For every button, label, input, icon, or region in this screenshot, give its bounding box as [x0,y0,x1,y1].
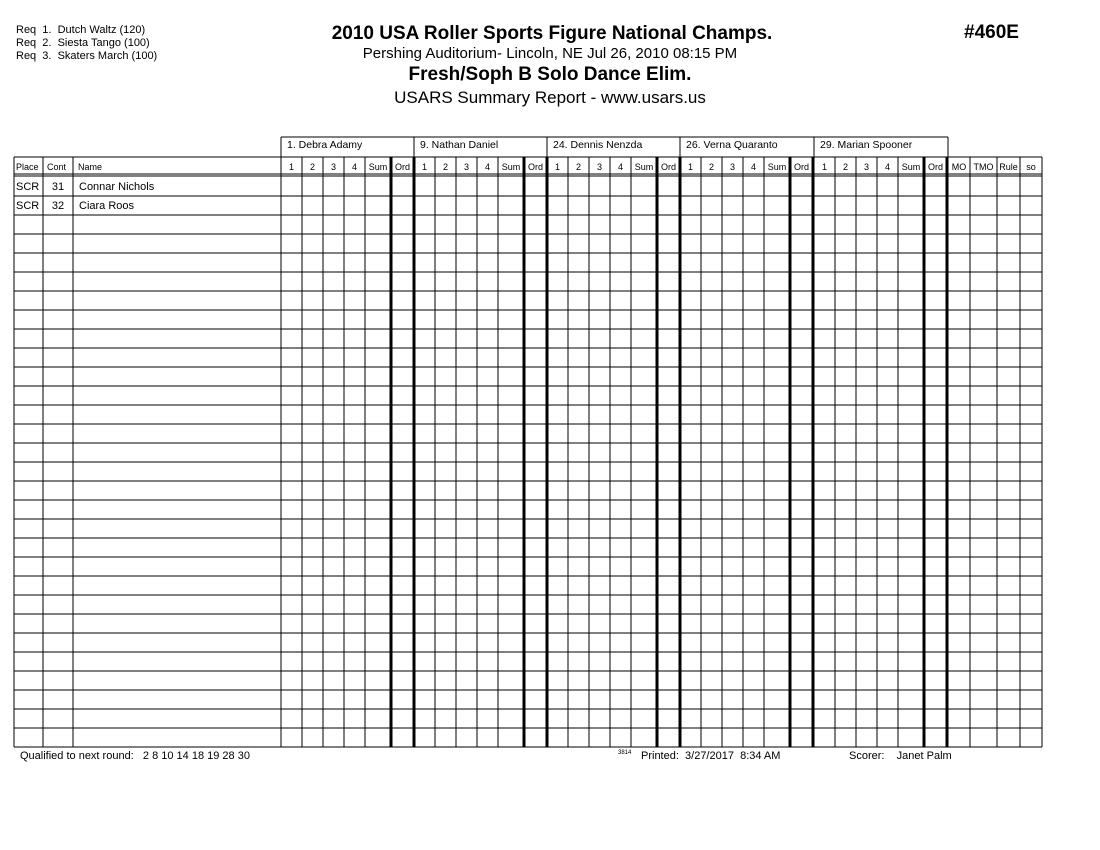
row-place: SCR [16,181,40,193]
col-header-judge3-ord: Ord [660,162,677,172]
qualified-values: 2 8 10 14 18 19 28 30 [142,750,250,762]
venue-date: Pershing Auditorium- Lincoln, NE Jul 26, 2010 08:15 PM [362,45,738,62]
qualified-line [20,750,250,762]
judge-name-4: 26. Verna Quaranto [686,139,778,151]
col-header-judge1-sum: Sum [368,162,388,172]
judge-name-1: 1. Debra Adamy [287,139,363,151]
col-header-judge4-ord: Ord [793,162,810,172]
col-header-tmo: TMO [973,162,994,172]
col-header-judge1-1: 1 [288,162,295,172]
col-header-judge3-3: 3 [596,162,603,172]
col-header-judge2-sum: Sum [501,162,521,172]
row-name: Ciara Roos [79,200,135,212]
col-header-judge2-ord: Ord [527,162,544,172]
col-header-judge2-3: 3 [463,162,470,172]
col-header-judge4-3: 3 [729,162,736,172]
col-header-mo: MO [951,162,967,172]
col-header-cont: Cont [47,162,67,172]
row-name: Connar Nichols [79,181,155,193]
col-header-so: so [1026,162,1036,172]
col-header-judge3-4: 4 [617,162,624,172]
col-header-judge5-ord: Ord [927,162,944,172]
competition-title: 2010 USA Roller Sports Figure National Champs. [331,23,773,44]
col-header-judge3-1: 1 [554,162,561,172]
col-header-judge3-sum: Sum [634,162,654,172]
col-header-judge1-4: 4 [351,162,358,172]
row-cont: 32 [51,200,65,212]
col-header-name: Name [78,162,103,172]
col-header-judge4-2: 2 [708,162,715,172]
judge-name-3: 24. Dennis Nenzda [553,139,643,151]
col-header-place: Place [16,162,39,172]
judge-name-5: 29. Marian Spooner [820,139,913,151]
judge-name-2: 9. Nathan Daniel [420,139,499,151]
col-header-judge4-sum: Sum [767,162,787,172]
qualified-label: Qualified to next round: [20,750,134,762]
col-header-judge5-4: 4 [884,162,891,172]
col-header-judge2-1: 1 [421,162,428,172]
col-header-judge2-4: 4 [484,162,491,172]
col-header-judge1-ord: Ord [394,162,411,172]
col-header-judge1-3: 3 [330,162,337,172]
col-header-judge4-4: 4 [750,162,757,172]
event-number: #460E [964,22,1019,43]
col-header-judge5-1: 1 [821,162,828,172]
report-name: USARS Summary Report - www.usars.us [394,88,706,107]
requirement-1: Req 1. Dutch Waltz (120) [16,24,146,36]
requirement-2: Req 2. Siesta Tango (100) [16,37,150,49]
requirement-3: Req 3. Skaters March (100) [16,50,158,62]
row-cont: 31 [51,181,65,193]
event-title: Fresh/Soph B Solo Dance Elim. [408,64,692,85]
col-header-judge5-2: 2 [842,162,849,172]
scorer-line: Scorer: Janet Palm [849,750,952,762]
col-header-judge4-1: 1 [687,162,694,172]
col-header-judge1-2: 2 [309,162,316,172]
print-code: 3814 [618,750,632,756]
col-header-rule: Rule [999,162,1018,172]
col-header-judge2-2: 2 [442,162,449,172]
printed-date: Printed: 3/27/2017 8:34 AM [641,750,781,762]
col-header-judge5-3: 3 [863,162,870,172]
row-place: SCR [16,200,40,212]
col-header-judge5-sum: Sum [901,162,921,172]
col-header-judge3-2: 2 [575,162,582,172]
